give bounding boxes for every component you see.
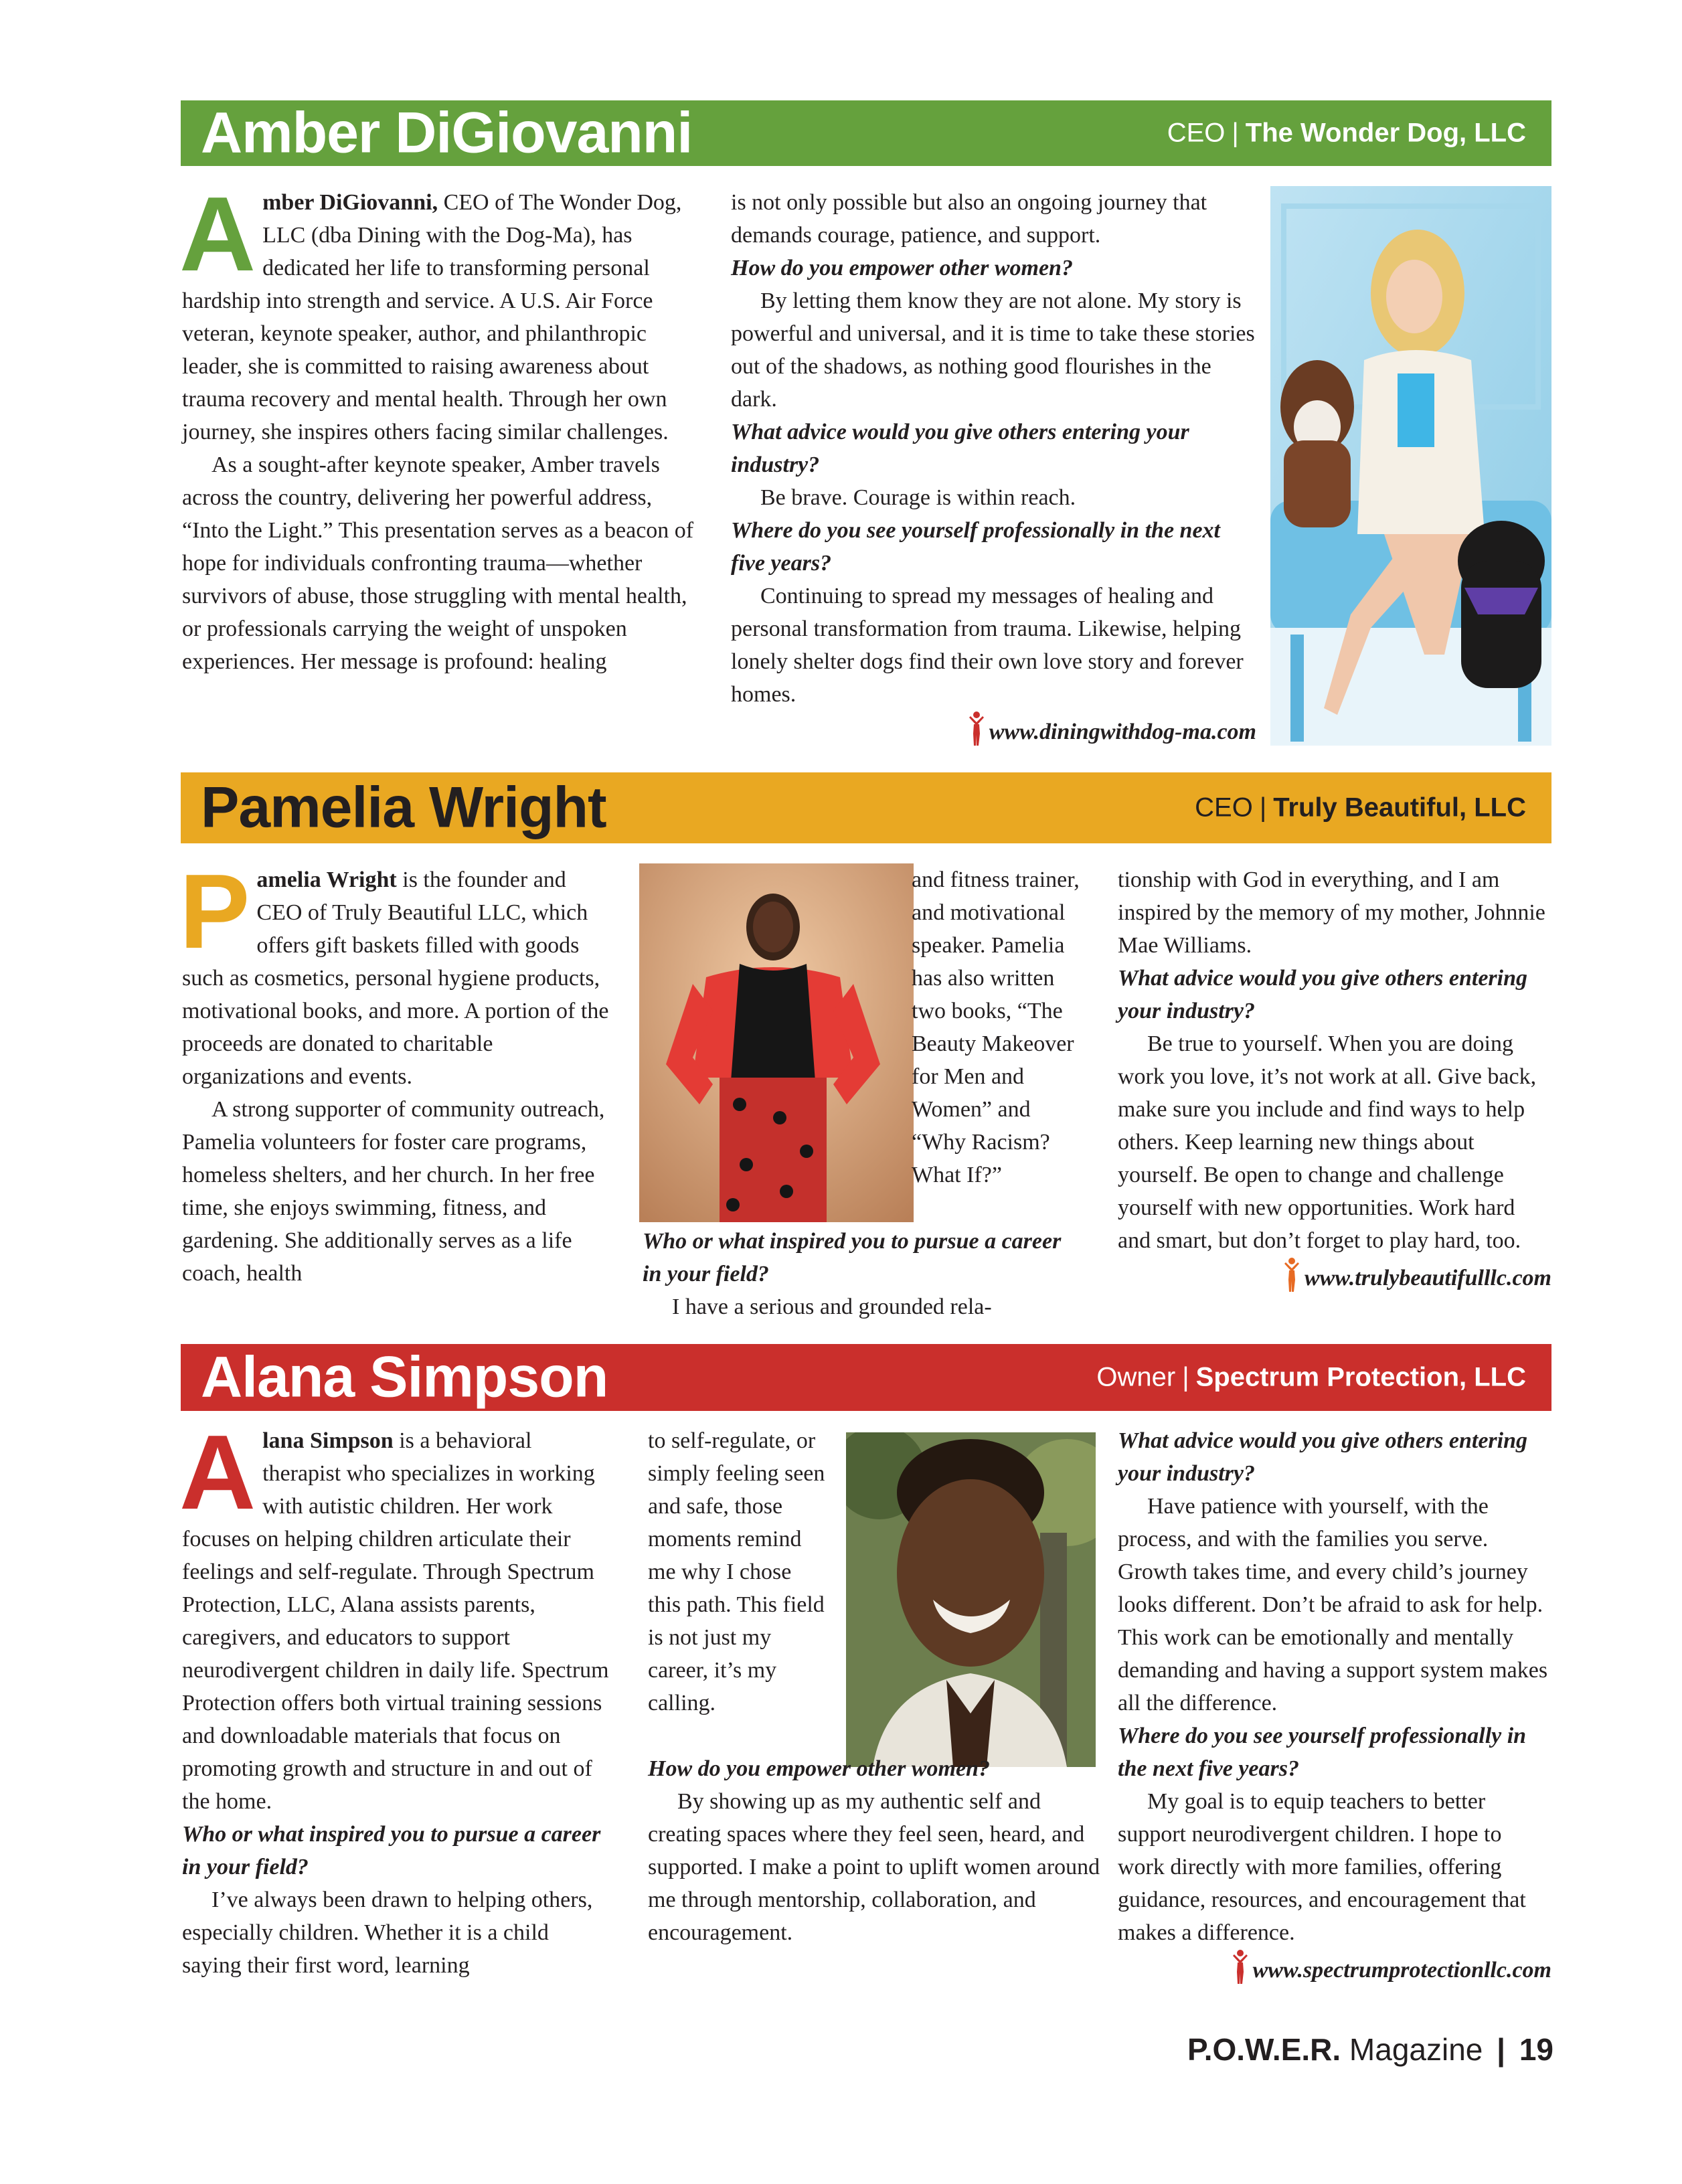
body-paragraph: tionship with God in everything, and I am inspired by the memory of my mother, Johnnie Mae Williams. — [1118, 867, 1545, 958]
body-paragraph: to self-regulate, or simply feeling seen and safe, those moments remind me why I chose this path. This field is not just my career, it’s my calling. — [648, 1428, 825, 1715]
body-paragraph: A strong supporter of community outreach, Pamelia volunteers for foster care programs, homeless shelters, and her church. In her free time, she enjoys swimming, fitness, and gardening. She additionally serves as a life coach, health — [182, 1097, 605, 1286]
body-paragraph: is not only possible but also an ongoing journey that demands courage, patience, and support. — [731, 190, 1207, 248]
website-link[interactable]: www.diningwithdog-ma.com — [731, 711, 1256, 748]
amber-photo — [1270, 186, 1551, 746]
profile-name: Alana Simpson — [201, 1345, 608, 1410]
website-link[interactable]: www.trulybeautifulllc.com — [1118, 1257, 1551, 1294]
alana-intro: Alana Simpson is a behavioral therapist who specializes in working with autistic children. Her work focuses on helping children articulate their feelings and self-regulate. Through Spectrum Protection, LLC, Alana assists parents, caregivers, and educators to support neurodivergent children in daily life. Spectrum Protection offers both virtual training sessions and downloadable materials that focus on promoting growth and structure in and out of the home. — [179, 1414, 609, 1814]
drop-cap: P — [179, 853, 250, 971]
profile-role: Owner | Spectrum Protection, LLC — [1096, 1362, 1526, 1392]
pamelia-column-3 — [1118, 863, 1551, 1294]
body-paragraph: and fitness trainer, and motivational speaker. Pamelia has also written two books, “The Beauty Makeover for Men and Women” and “Why Racism? What If?” — [912, 867, 1080, 1187]
power-figure-icon — [1232, 1949, 1249, 1984]
interview-answer: I have a serious and grounded rela- — [672, 1294, 992, 1319]
interview-answer: Be true to yourself. When you are doing work you love, it’s not work at all. Give back, make sure you include and find ways to help others. Keep learning new things about yourself. Be open to change and challenge yourself with new opportunities. Work hard and smart, but don’t forget to play hard, too. — [1118, 1031, 1537, 1253]
interview-question: Who or what inspired you to pursue a career in your field? — [643, 1229, 1062, 1286]
alana-column-3 — [1118, 1424, 1551, 1987]
profile-name: Amber DiGiovanni — [201, 100, 693, 165]
interview-answer: By showing up as my authentic self and creating spaces where they feel seen, heard, and supported. I make a point to uplift women around me through mentorship, collaboration, and encouragement. — [648, 1789, 1100, 1945]
interview-answer: Have patience with yourself, with the process, and with the families you serve. Growth takes time, and every child’s journey looks different. Don’t be afraid to ask for help. This work can be emotionally and mentally demanding and having a support system makes all the difference. — [1118, 1494, 1548, 1715]
section-banner-pamelia — [181, 772, 1551, 843]
pamelia-column-2b — [643, 1225, 1071, 1323]
profile-role: CEO | The Wonder Dog, LLC — [1167, 118, 1526, 148]
portrait-image — [846, 1432, 1096, 1767]
page-footer: P.O.W.E.R. Magazine | 19 — [1187, 2032, 1553, 2067]
section-banner-amber — [181, 100, 1551, 166]
body-paragraph: As a sought-after keynote speaker, Amber travels across the country, delivering her powerful address, “Into the Light.” This presentation serves as a beacon of hope for individuals confronting trauma—whether survivors of abuse, those struggling with mental health, or professionals carrying the weight of unspoken experiences. Her message is profound: healing — [182, 452, 694, 674]
alana-column-2a — [648, 1424, 829, 1719]
pamelia-intro: Pamelia Wright is the founder and CEO of Truly Beautiful LLC, which offers gift baskets filled with goods such as cosmetics, personal hygiene products, motivational books, and more. A portion of the proceeds are donated to charitable organizations and events. — [179, 853, 609, 1089]
section-banner-alana — [181, 1344, 1551, 1411]
interview-answer: I’ve always been drawn to helping others, especially children. Whether it is a child saying their first word, learning — [182, 1887, 593, 1978]
power-figure-icon — [968, 711, 985, 746]
pamelia-photo — [639, 863, 914, 1222]
interview-answer: By letting them know they are not alone. My story is powerful and universal, and it is time to take these stories out of the shadows, as nothing good flourishes in the dark. — [731, 288, 1255, 412]
profile-role: CEO | Truly Beautiful, LLC — [1195, 792, 1526, 823]
portrait-image — [1270, 186, 1551, 746]
amber-column-1 — [179, 175, 697, 678]
profile-name: Pamelia Wright — [201, 775, 606, 840]
interview-question: What advice would you give others entering your industry? — [1118, 1428, 1527, 1486]
amber-intro: Amber DiGiovanni, CEO of The Wonder Dog, LLC (dba Dining with the Dog-Ma), has dedicated her life to transforming personal hardship into strength and service. A U.S. Air Force veteran, keynote speaker, author, and philanthropic leader, she is committed to raising awareness about trauma recovery and mental health. Through her own journey, she inspires others facing similar challenges. — [179, 175, 682, 444]
pamelia-column-1 — [179, 853, 610, 1290]
alana-column-2b — [648, 1752, 1103, 1949]
power-figure-icon — [1283, 1257, 1300, 1292]
alana-photo — [846, 1432, 1096, 1767]
drop-cap: A — [179, 175, 256, 293]
alana-column-1 — [179, 1414, 610, 1982]
interview-answer: Be brave. Courage is within reach. — [760, 485, 1076, 510]
interview-answer: My goal is to equip teachers to better support neurodivergent children. I hope to work directly with more families, offering guidance, resources, and encouragement that makes a difference. — [1118, 1789, 1526, 1945]
interview-answer: Continuing to spread my messages of healing and personal transformation from trauma. Likewise, helping lonely shelter dogs find their own love story and forever homes. — [731, 584, 1244, 707]
interview-question: What advice would you give others entering your industry? — [1118, 966, 1527, 1023]
portrait-image — [639, 863, 914, 1222]
pamelia-column-2a — [912, 863, 1082, 1191]
interview-question: Who or what inspired you to pursue a career in your field? — [182, 1822, 601, 1879]
interview-question: Where do you see yourself professionally in the next five years? — [731, 518, 1220, 576]
drop-cap: A — [179, 1414, 256, 1531]
amber-column-2 — [731, 186, 1256, 748]
interview-question: How do you empower other women? — [731, 256, 1073, 280]
interview-question: What advice would you give others entering your industry? — [731, 420, 1189, 477]
website-link[interactable]: www.spectrumprotectionllc.com — [1118, 1949, 1551, 1987]
interview-question: Where do you see yourself professionally in the next five years? — [1118, 1724, 1527, 1781]
interview-question: How do you empower other women? — [648, 1756, 990, 1781]
